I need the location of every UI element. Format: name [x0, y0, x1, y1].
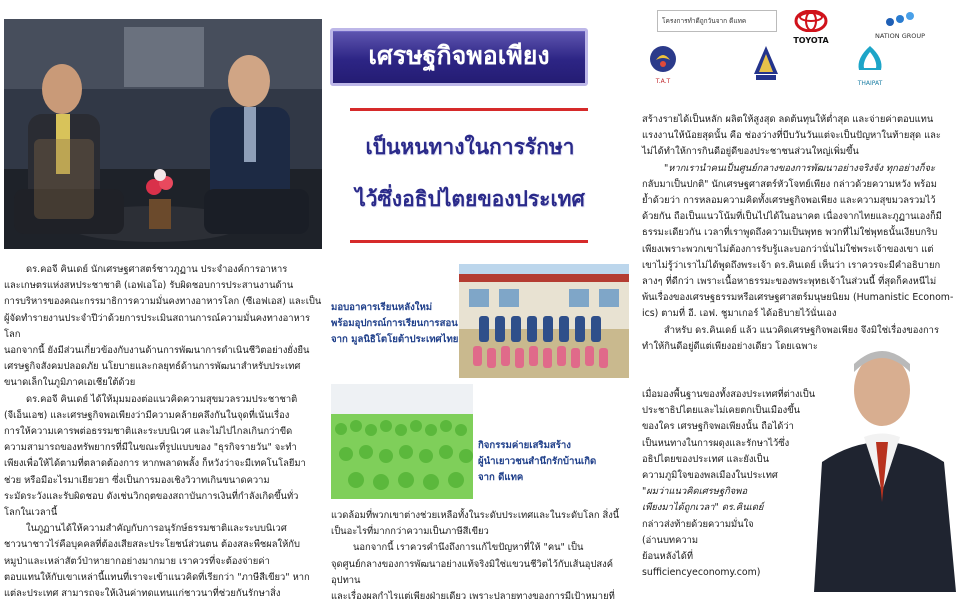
tat-logo: [643, 44, 683, 90]
col1-line: การบริหารของคณะกรรมาธิการความมั่นคงทางอาหารโลก (ซีเอฟเอส) และเป็น: [4, 296, 322, 308]
headline-top-rule: [350, 108, 588, 111]
school-photo: [459, 264, 629, 378]
col2-line: และเรื่องผลกำไรแต่เพียงฝ่ายเดียว เพราะปลายทางของการมีเป้าหมายที่: [331, 591, 615, 603]
col3-line: ลางๆ ที่ดีกว่า เพราะเนื้อหาธรรมะของพระพุทธเจ้าในส่วนนี้ ที่สุดก็คงหนีไม่: [642, 276, 937, 288]
toyota-emblem-icon: [794, 10, 828, 32]
col1-line: นอกจากนี้ ยังมีส่วนเกี่ยวข้องกับงานด้านการพัฒนาการดำเนินชีวิตอย่างยั่งยืน: [4, 345, 310, 357]
col3-wrap-line: กล่าวส่งท้ายด้วยความมั่นใจ: [642, 518, 754, 530]
col3-line: ics) ตามที่ อี. เอฟ. ชูมาเกอร์ ได้อธิบายไว้นั่นเอง: [642, 308, 837, 320]
col3-line: ไม่ได้ทำให้การกินดีอยู่ดีของประชาชนส่วนใหญ่เพิ่มขึ้น: [642, 146, 859, 158]
headline-line-2: ไว้ซึ่งอธิปไตยของประเทศ: [355, 187, 585, 211]
col1-line: ช่วย หรือมีอะไรมาเยียวยา ซึ่งเป็นการมองเชิงวิวาทเกินขนาดความ: [4, 474, 270, 486]
thaipat-logo: [850, 44, 890, 88]
portrait-photo-art: [794, 342, 956, 592]
col3-line: เพียงเพราะพวกเขาไม่ต้องการรับรู้และบอกว่านั่นไม่ใช่พระเจ้าของเขา แต่: [642, 243, 934, 255]
col3-wrap-line: ของใคร เศรษฐกิจพอเพียงนั้น ถือได้ว่า: [642, 421, 794, 433]
col3-wrap-line: อธิปไตยของประเทศ และยังเป็น: [642, 453, 770, 465]
col1-line: ในภูฏานได้ให้ความสำคัญกับการอนุรักษ์ธรรมชาติและระบบนิเวศ: [26, 523, 287, 535]
school-photo-art: [459, 264, 629, 378]
thaipat-label: THAIPAT: [857, 80, 883, 87]
school-caption-line: พร้อมอุปกรณ์การเรียนการสอน: [331, 318, 458, 329]
col2-line: แวดล้อมที่พวกเขาต่างช่วยเหลือทั้งในระดับประเทศและในระดับโลก สิ่งนี้: [331, 510, 620, 521]
col3-line: สำหรับ ดร.คินเดย์ แล้ว แนวคิดเศรษฐกิจพอเพียง จึงมิใช่เรื่องของการ: [664, 324, 939, 336]
col1-line: (จีเอ็นเอช) และเศรษฐกิจพอเพียงว่ามีความคล้ายคลึงกันในจุดที่เน้นเรื่อง: [4, 409, 290, 421]
article-column-3: [642, 112, 954, 355]
school-caption-line: มอบอาคารเรียนหลังใหม่: [331, 302, 433, 313]
article-column-2: [331, 508, 629, 605]
toyota-logo: [787, 10, 835, 50]
col3-wrap-line: เป็นหนทางในการผดุงและรักษาไว้ซึ่ง: [642, 437, 790, 449]
col3-line: "หากเรานำคนเป็นศูนย์กลางของการพัฒนาอย่างจริงจัง ทุกอย่างก็จะ: [664, 162, 936, 174]
col1-line: ระมัดระวังและรับผิดชอบ ดังเช่นวิกฤตของสถาบันการเงินที่กำลังเกิดขึ้นทั่ว: [4, 490, 299, 502]
col2-line: จุดศูนย์กลางของการพัฒนาอย่างแท้จริงมิใช่แขวนชีวิตไว้กับเส้นอุปสงค์อุปทาน: [331, 558, 613, 586]
col2-line: เป็นอะไรที่มากกว่าความเป็นภาษีสีเขียว: [331, 526, 489, 538]
col3-line: ด้วยกัน ถือเป็นแนวโน้มที่เป็นไปได้ในอนาคต เนื่องจากไทยและภูฏานเองก็มี: [642, 211, 942, 223]
nation-group-logo: [870, 12, 930, 48]
col1-line: ความสามารถของทรัพยากรที่มีในขณะที่รูปแบบของ "ธุรกิจรายวัน" จะทำ: [4, 442, 297, 454]
col1-line: เศรษฐกิจสังคมปลอดภัย นโยบายและกลยุทธ์ด้านการพัฒนาสำหรับประเทศ: [4, 361, 301, 373]
col3-wrap-line: เมื่อมองพื้นฐานของทั้งสองประเทศที่ต่างเป็น: [642, 389, 816, 400]
col3-line: ย้ำด้วยว่า การหลอมความคิดทั้งเศรษฐกิจพอเพียง และความสุขมวลรวมไว้: [642, 195, 936, 207]
article-column-1: [4, 262, 322, 602]
camp-caption-line: จาก ดีแทค: [478, 472, 524, 483]
col1-line: ขนาดเล็กในภูมิภาคเอเชียใต้ด้วย: [4, 377, 136, 389]
col1-line: และเกษตรแห่งสหประชาชาติ (เอฟเอโอ) รับผิดชอบการประสานงานด้าน: [4, 280, 294, 292]
col1-line: ผู้จัดทำรายงานประจำปีว่าด้วยการประเมินสถานการณ์ความมั่นคงทางอาหารโลก: [4, 312, 311, 340]
col1-line: การให้ความเคารพต่อธรรมชาติและระบบนิเวศ และไม่ไปไกลเกินกว่าขีด: [4, 426, 293, 438]
col1-line: ชาวนาชาวไร่คือบุคคลที่ต้องเสียสละประโยชน์ส่วนตน ต้องสละพืชผลให้กับ: [4, 539, 300, 551]
col1-line: ตอบแทนให้กับเขาเหล่านี้แทนที่เราจะเข้าแนวคิดที่เรียกว่า "ภาษีสีเขียว" หาก: [4, 571, 310, 583]
col3-line: ทำให้กินดีอยู่ดีแต่เพียงอย่างเดียว โดยเฉพาะ: [642, 340, 818, 352]
headline-bottom-rule: [350, 240, 588, 243]
col3-wrap-line: เพียงมาได้ถูกเวลา" ดร.คินเดย์: [642, 502, 764, 514]
col1-line: ดร.คอจี คินเดย์ นักเศรษฐศาสตร์ชาวภูฏาน ประจำองค์การอาหาร: [26, 264, 288, 275]
article-column-3-wrap: [642, 387, 818, 581]
toyota-label: TOYOTA: [793, 36, 829, 45]
masthead-title: เศรษฐกิจพอเพียง: [330, 28, 588, 86]
col1-line: เพียงเพื่อให้ได้ตามที่ตลาดต้องการ หากพลาดพลั้ง ก็หวังว่าจะมีเทคโนโลยีมา: [4, 458, 306, 470]
program-label: โครงการทำดีถูกวันจาก ดีแทค: [662, 17, 747, 25]
camp-photo-art: [331, 384, 473, 499]
camp-caption-line: ผู้นำเยาวชนสำนึกรักบ้านเกิด: [478, 456, 597, 467]
col3-line: สร้างรายได้เป็นหลัก ผลิตให้สูงสุด ลดต้นทุนให้ต่ำสุด และจ่ายค่าตอบแทน: [642, 114, 934, 125]
col1-line: หมูป่าและเหล่าสัตว์ป่าหายากอย่างมากมาย เราควรที่จะต้องจ่ายค่า: [4, 555, 270, 567]
col3-wrap-line: ย้อนหลังได้ที่: [642, 551, 694, 563]
headline-line-1: เป็นหนทางในการรักษา: [365, 135, 575, 159]
col3-line: ธรรมะเดียวกัน เวลาที่เราพูดถึงความเป็นพุทธ พวกที่ไม่ใช่พุทธนั้นเงียบกริบ: [642, 227, 938, 239]
school-caption-line: จาก มูลนิธิโตโยต้าประเทศไทย: [331, 334, 459, 345]
col3-wrap-line: ประชาธิปไตยและไม่เคยตกเป็นเมืองขึ้น: [642, 405, 801, 417]
nation-label: NATION GROUP: [874, 32, 926, 40]
interview-photo-art: [4, 19, 322, 249]
col3-wrap-line: "ผมว่าแนวคิดเศรษฐกิจพอ: [642, 486, 748, 498]
tat-emblem-icon: [648, 44, 678, 74]
thai-emblem-logo: [748, 44, 784, 86]
col3-line: พ้นเรื่องของเศรษฐธรรมหรือเศรษฐศาสตร์มนุษยนิยม (Humanistic Econom-: [642, 292, 954, 304]
thaipat-emblem-icon: [853, 44, 887, 76]
crest-icon: [751, 44, 781, 82]
col3-line: กลับมาเป็นปกติ" นักเศรษฐศาสตร์หัวโจทย์เพียง กล่าวด้วยความหวัง พร้อม: [642, 178, 937, 190]
portrait-photo: [794, 342, 956, 592]
interview-photo: [4, 19, 322, 249]
nation-dots-icon: [880, 12, 920, 28]
school-caption: [331, 300, 463, 348]
col2-line: นอกจากนี้ เราควรคำนึงถึงการแก้ไขปัญหาที่ให้ "คน" เป็น: [353, 542, 584, 554]
col1-line: แต่ละประเทศ สามารถจะให้เงินค่าทดแทนแก่ชาวนาที่ช่วยกันรักษาสิ่ง: [4, 588, 281, 600]
col3-wrap-line: ความภูมิใจของพลเมืองในประเทศ: [642, 470, 778, 482]
camp-caption-line: กิจกรรมค่ายเสริมสร้าง: [478, 440, 571, 451]
col3-wrap-line: (อ่านบทความ: [642, 534, 699, 546]
col3-line: แรงงานให้น้อยสุดนั้น คือ ช่องว่างที่บีบวันวันแต่จะเป็นปัญหาในท้ายสุด และ: [642, 130, 941, 142]
col3-line: เขาไม่รู้ว่าเราไม่ได้พูดถึงพระเจ้า ดร.คินเดย์ เห็นว่า เราควรจะมีคำอธิบายก: [642, 259, 941, 271]
tat-label: T.A.T: [655, 78, 671, 85]
camp-photo: [331, 384, 473, 499]
col3-wrap-line: sufficiencyeconomy.com): [642, 567, 761, 579]
camp-caption: [478, 438, 630, 486]
dtac-program-logo: [657, 10, 777, 32]
col1-line: ดร.คอจี คินเดย์ ได้ให้มุมมองต่อแนวคิดความสุขมวลรวมประชาชาติ: [26, 393, 298, 405]
col1-line: โลกในเวลานี้: [4, 507, 58, 519]
